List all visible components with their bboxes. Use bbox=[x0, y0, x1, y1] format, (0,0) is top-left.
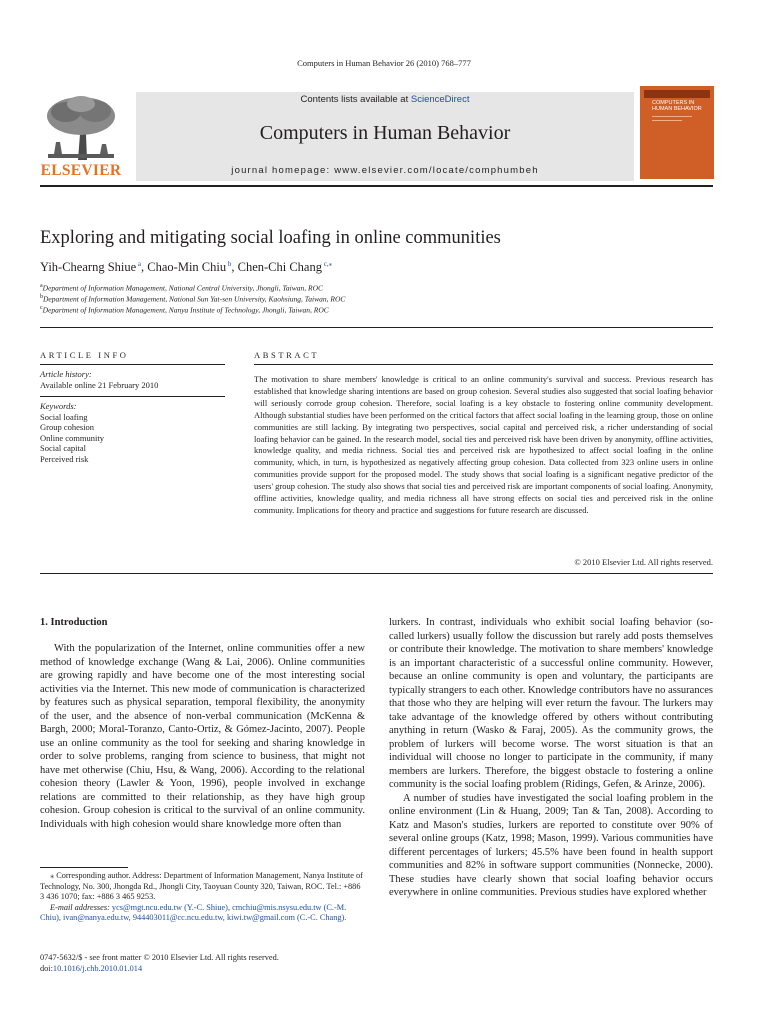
article-info-rule bbox=[40, 364, 225, 365]
contents-available-line bbox=[136, 94, 634, 105]
emails-label: E-mail addresses: bbox=[50, 902, 110, 912]
affiliation-rule bbox=[40, 327, 713, 328]
affiliation-line: $^a$Department of Information Management, National Central University, Jhongli, Taiwan, ROC bbox=[40, 283, 324, 293]
affiliation-line: $^c$Department of Information Management, Nanya Institute of Technology, Jhongli, Taiwan, ROC bbox=[40, 305, 329, 315]
keyword-item: Social capital bbox=[40, 443, 87, 453]
keyword-item: Online community bbox=[40, 432, 104, 443]
keywords-label: Keywords: bbox=[40, 401, 77, 411]
keyword-item: Perceived risk bbox=[40, 453, 89, 464]
article-info-heading: ARTICLE INFO bbox=[40, 350, 129, 360]
journal-cover-thumbnail bbox=[640, 86, 714, 179]
contents-prefix: Contents lists available at bbox=[300, 94, 411, 105]
footnotes bbox=[40, 871, 365, 924]
cover-line bbox=[652, 116, 692, 117]
journal-citation: Computers in Human Behavior 26 (2010) 768–777 bbox=[297, 58, 471, 68]
keyword-item: Social loafing bbox=[40, 411, 88, 422]
author-affiliation-ref[interactable]: a bbox=[137, 260, 142, 268]
abstract-copyright: © 2010 Elsevier Ltd. All rights reserved. bbox=[574, 557, 713, 567]
history-label: Article history: bbox=[40, 369, 92, 379]
author-list: Yih-Chearng Shiue $^a$, Chao-Min Chiu $^b$, Chen-Chi Chang $^{c,⁎}$ bbox=[40, 260, 333, 275]
keyword-item: Group cohesion bbox=[40, 422, 95, 432]
author-affiliation-ref[interactable]: b bbox=[227, 260, 232, 268]
section-heading: 1. Introduction bbox=[40, 617, 108, 628]
journal-title: Computers in Human Behavior bbox=[259, 122, 511, 144]
abstract-bottom-rule bbox=[40, 573, 713, 574]
info-divider bbox=[40, 396, 225, 397]
doi-link[interactable]: 10.1016/j.chb.2010.01.014 bbox=[52, 964, 143, 973]
doi-prefix: doi: bbox=[40, 964, 53, 973]
author-name: Chen-Chi Chang bbox=[237, 260, 322, 275]
cover-line bbox=[652, 120, 682, 121]
abstract-rule bbox=[254, 364, 713, 365]
affiliation-line: $^b$Department of Information Management, National Sun Yat-sen University, Kaohsiung, Taiwan, ROC bbox=[40, 294, 346, 304]
corresponding-author-note: ⁎ Corresponding author. Address: Department of Information Management, Nanya Institute of Technology, No. 300, Jhongda Rd., Jhongli City, Taoyuan County 320, Taiwan, ROC. Tel.: +886 3 436 1070; fax: +886 3 465 9253. bbox=[40, 871, 363, 901]
body-paragraph: lurkers. In contrast, individuals who exhibit social loafing behavior (so-called lurkers) usually follow the discussion but rarely add posts themselves or contribute their knowledge. The motivation to share members' knowledge is an important characteristic of a successful online community. However, because an online community is open and voluntary, the participants are typically strangers to each other. Knowledge contributors have no assurances that those who they are helping will ever return the favour. The lurkers may take advantage of the knowledge offered by others without contributing anything in return (Wasko & Faraj, 2005). As the community grows, the problem of lurkers will become worse. The worst situation is that an individual will choose no longer to participate in the community, if many members are lurkers. Therefore, the biggest obstacle to fostering a online community is the social loafing problem (Ridings, Gefen, & Arinze, 2006). bbox=[389, 617, 713, 790]
history-value: Available online 21 February 2010 bbox=[40, 379, 159, 390]
author-affiliation-ref[interactable]: c,⁎ bbox=[323, 260, 333, 268]
email-addresses bbox=[40, 903, 365, 924]
homepage-prefix: journal homepage: bbox=[231, 165, 335, 176]
abstract-heading: ABSTRACT bbox=[254, 350, 320, 360]
homepage-url-link[interactable]: www.elsevier.com/locate/comphumbeh bbox=[334, 165, 539, 176]
article-info-block bbox=[40, 369, 225, 464]
author-name: Chao-Min Chiu bbox=[147, 260, 227, 275]
body-paragraph: With the popularization of the Internet, online communities offer a new method of knowledge exchange (Wang & Lai, 2006). Online communities are growing rapidly and have become one of the most interesting social activities via the Internet. This new mode of communication is characterized by features such as physical separation, temporal flexibility, the anonymity of the user, and the absence of non-verbal communication (McKenna & Bargh, 2000; Moral-Toranzo, Canto-Ortiz, & Gómez-Jacinto, 2007). People use an online community as the tool for seeking and sharing knowledge in order to solve problems, ranging from science to business, that might not have met otherwise (Chiu, Hsu, & Wang, 2006). According to the relational cohesion theory (Lawler & Yoon, 1996), people involved in exchange relations are committed to their relationship, as they have high group cohesion. Group cohesion is critical to the survival of an online community. Individuals with high cohesion would share knowledge more often than bbox=[40, 643, 365, 830]
footnote-rule bbox=[40, 867, 128, 868]
front-matter-line: 0747-5632/$ - see front matter © 2010 Elsevier Ltd. All rights reserved. bbox=[40, 953, 279, 962]
body-column-left bbox=[40, 642, 365, 831]
abstract-text: The motivation to share members' knowledge is critical to an online community's survival and success. Previous research has established that knowledge sharing intentions are based on group cohesion. Several studies also suggested that social loafing behavior will seriously corrode group cohesion. Therefore, social loafing is a key obstacle to fostering online community development. Although substantial studies have been performed on the critical factors that affect social loafing in the learning group, those on online communities are still lacking. By integrating two perspectives, social capital and perceived risk, a richer understanding of social loafing behavior can be gained. In the research model, social ties and perceived risk have been driven by anonymity, offline activities, knowledge quality, and media richness. Social ties and perceived risk are hypothesized to affect social loafing in the online community, which, in turn, is hypothesized as negatively affecting group cohesion. Data collected from 323 online users in online communities provide support for the proposed model. The study shows that social loafing is a significant negative predictor of the users' group cohesion. The study also shows that social ties and perceived risk are important components of social loafing. Anonymity, offline activities, knowledge quality, and media richness all have strong effects on social ties and perceived risk in the online community. Implications for theory and practice and suggestions for future research are discussed. bbox=[254, 374, 713, 515]
body-column-right bbox=[389, 616, 713, 900]
email-links[interactable]: ycs@mgt.ncu.edu.tw (Y.-C. Shiue), cmchiu@mis.nsysu.edu.tw (C.-M. Chiu), ivan@nanya.edu.tw, 944403011@cc.ncu.edu.tw, kiwi.tw@gmail.com (C.-C. Chang). bbox=[40, 902, 347, 922]
cover-title: COMPUTERS IN HUMAN BEHAVIOR bbox=[652, 100, 702, 112]
publisher-logo-text: ELSEVIER bbox=[40, 162, 122, 179]
body-paragraph: A number of studies have investigated the social loafing problem in the online environment (Lin & Huang, 2009; Tan & Tan, 2008). According to Katz and Mason's studies, lurkers are reported to constitute over 90% of several online groups (Katz, 1998; Mason, 1999). Various communities have different percentages of lurkers; 45.5% have been found in health support communities and 82% in software support communities (Nonnecke, 2000). These studies have clearly shown that social loafing behavior occurs everywhere in online communities. Previous studies have explored whether bbox=[389, 792, 713, 898]
header-rule bbox=[40, 185, 713, 187]
journal-homepage-line bbox=[136, 165, 634, 176]
sciencedirect-link[interactable]: ScienceDirect bbox=[410, 94, 470, 105]
elsevier-tree-logo-icon bbox=[40, 94, 122, 162]
front-matter-info bbox=[40, 952, 365, 974]
cover-top-bar bbox=[644, 90, 710, 98]
author-name: Yih-Chearng Shiue bbox=[40, 260, 137, 275]
article-title: Exploring and mitigating social loafing in online communities bbox=[40, 228, 501, 248]
doi-line bbox=[40, 963, 365, 974]
